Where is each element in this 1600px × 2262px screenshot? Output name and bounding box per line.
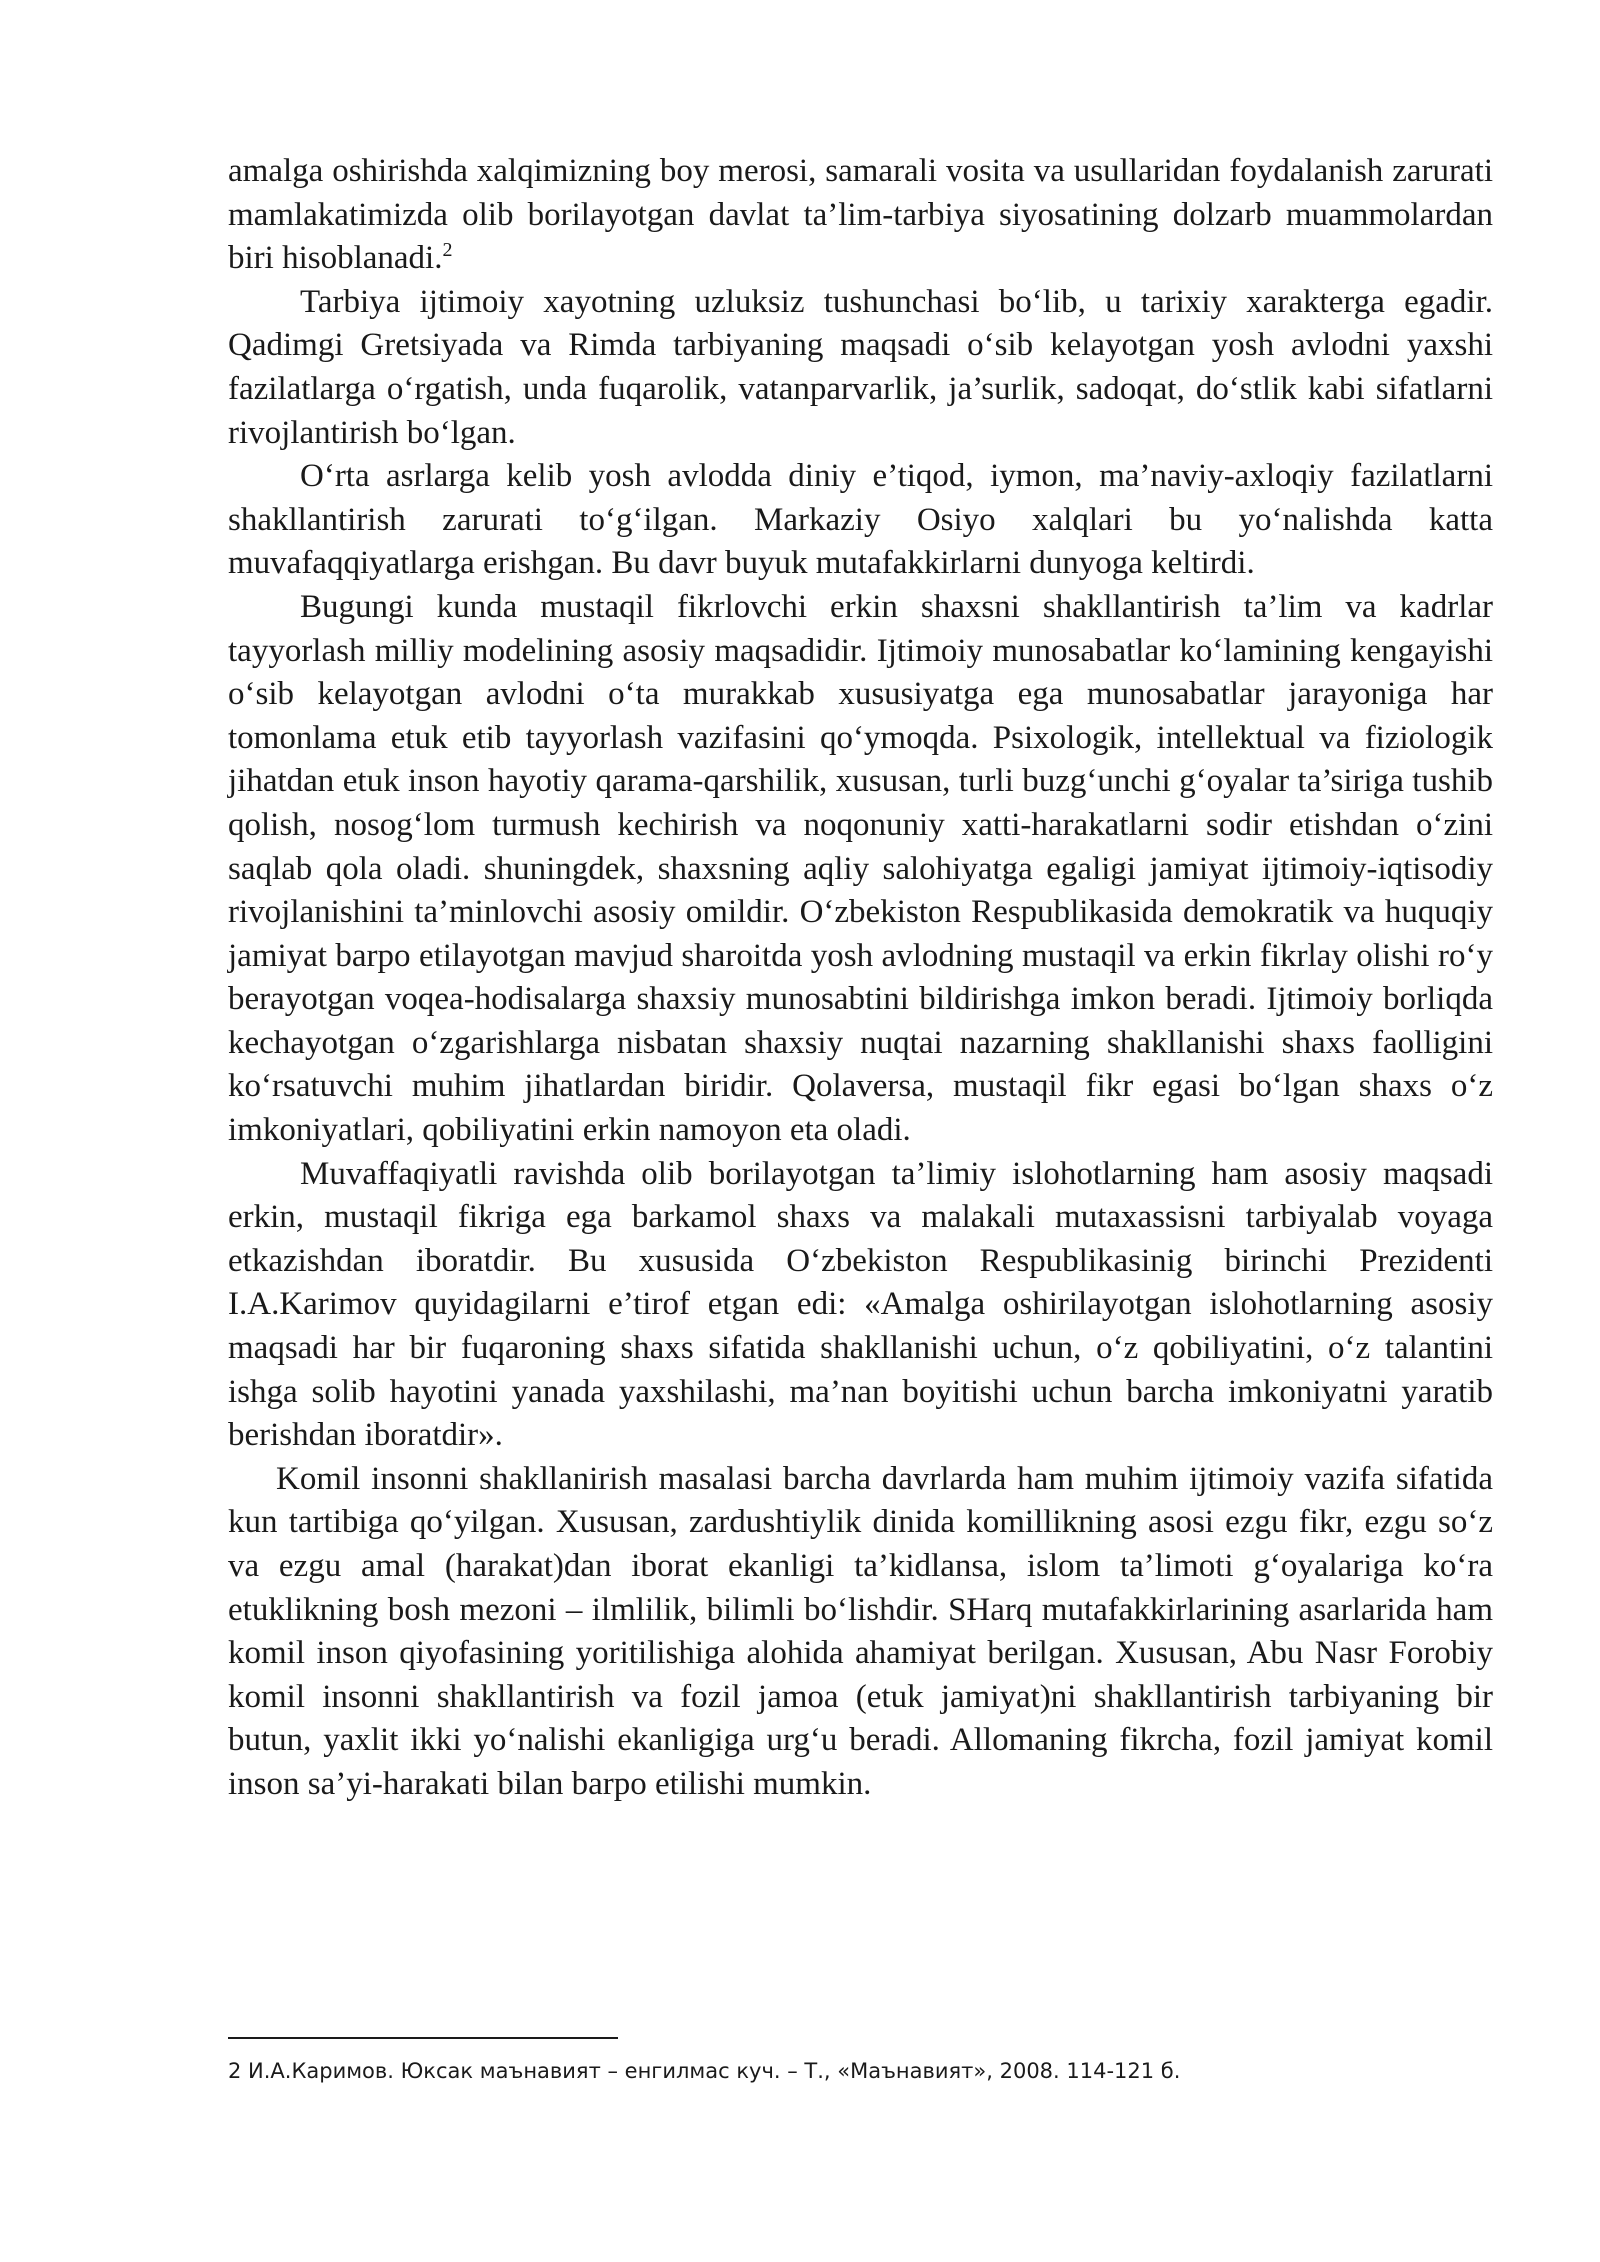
footnote: 2 И.А.Каримов. Юксак маънавият – енгилмас куч. – Т., «Маънавият», 2008. 114-121 б.: [228, 2059, 1181, 2083]
paragraph-2: Tarbiya ijtimoiy xayotning uzluksiz tushunchasi bo‘lib, u tarixiy xarakterga egadir. Qadimgi Gretsiyada va Rimda tarbiyaning maqsadi o‘sib kelayotgan yosh avlodni yaxshi fazilatlarga o‘rgatish, unda fuqarolik, vatanparvarlik, ja’surlik, sadoqat, do‘stlik kabi sifatlarni rivojlantirish bo‘lgan.: [228, 283, 1493, 451]
paragraph-1-text: amalga oshirishda xalqimizning boy merosi, samarali vosita va usullaridan foydalanish zarurati mamlakatimizda olib borilayotgan davlat ta’lim-tarbiya siyosatining dolzarb muammolardan biri hisoblanadi.: [228, 153, 1493, 277]
footnote-separator: [228, 2037, 618, 2039]
paragraph-3: O‘rta asrlarga kelib yosh avlodda diniy e’tiqod, iymon, ma’naviy-axloqiy fazilatlarni shakllantirish zarurati to‘g‘ilgan. Markaziy Osiyo xalqlari bu yo‘nalishda katta muvafaqqiyatlarga erishgan. Bu davr buyuk mutafakkirlarni dunyoga keltirdi.: [228, 458, 1493, 582]
document-body: [228, 150, 1493, 1807]
paragraph-4: Bugungi kunda mustaqil fikrlovchi erkin shaxsni shakllantirish ta’lim va kadrlar tayyorlash milliy modelining asosiy maqsadidir. Ijtimoiy munosabatlar ko‘lamining kengayishi o‘sib kelayotgan avlodni o‘ta murakkab xususiyatga ega munosabatlar jarayoniga har tomonlama etuk etib tayyorlash vazifasini qo‘ymoqda. Psixologik, intellektual va fiziologik jihatdan etuk inson hayotiy qarama-qarshilik, xususan, turli buzg‘unchi g‘oyalar ta’siriga tushib qolish, nosog‘lom turmush kechirish va noqonuniy xatti-harakatlarni sodir etishdan o‘zini saqlab qola oladi. shuningdek, shaxsning aqliy salohiyatga egaligi jamiyat ijtimoiy-iqtisodiy rivojlanishini ta’minlovchi asosiy omildir. O‘zbekiston Respublikasida demokratik va huquqiy jamiyat barpo etilayotgan mavjud sharoitda yosh avlodning mustaqil va erkin fikrlay olishi ro‘y berayotgan voqea-hodisalarga shaxsiy munosabtini bildirishga imkon beradi. Ijtimoiy borliqda kechayotgan o‘zgarishlarga nisbatan shaxsiy nuqtai nazarning shakllanishi shaxs faolligini ko‘rsatuvchi muhim jihatlardan biridir. Qolaversa, mustaqil fikr egasi bo‘lgan shaxs o‘z imkoniyatlari, qobiliyatini erkin namoyon eta oladi.: [228, 588, 1493, 1149]
paragraph-1: [228, 150, 1493, 281]
paragraph-5: Muvaffaqiyatli ravishda olib borilayotgan ta’limiy islohotlarning ham asosiy maqsadi erkin, mustaqil fikriga ega barkamol shaxs va malakali mutaxassisni tarbiyalab voyaga etkazishdan iboratdir. Bu xususida O‘zbekiston Respublikasinig birinchi Prezidenti I.A.Karimov quyidagilarni e’tirof etgan edi: «Amalga oshirilayotgan islohotlarning asosiy maqsadi har bir fuqaroning shaxs sifatida shakllanishi uchun, o‘z qobiliyatini, o‘z talantini ishga solib hayotini yanada yaxshilashi, ma’nan boyitishi uchun barcha imkoniyatni yaratib berishdan iboratdir».: [228, 1155, 1493, 1454]
footnote-reference[interactable]: 2: [442, 239, 453, 262]
paragraph-6: Komil insonni shakllanirish masalasi barcha davrlarda ham muhim ijtimoiy vazifa sifatida kun tartibiga qo‘yilgan. Xususan, zardushtiylik dinida komillikning asosi ezgu fikr, ezgu so‘z va ezgu amal (harakat)dan iborat ekanligi ta’kidlansa, islom ta’limoti g‘oyalariga ko‘ra etuklikning bosh mezoni – ilmlilik, bilimli bo‘lishdir. SHarq mutafakkirlarining asarlarida ham komil inson qiyofasining yoritilishiga alohida ahamiyat berilgan. Xususan, Abu Nasr Forobiy komil insonni shakllantirish va fozil jamoa (etuk jamiyat)ni shakllantirish tarbiyaning bir butun, yaxlit ikki yo‘nalishi ekanligiga urg‘u beradi. Allomaning fikrcha, fozil jamiyat komil inson sa’yi-harakati bilan barpo etilishi mumkin.: [228, 1460, 1493, 1802]
